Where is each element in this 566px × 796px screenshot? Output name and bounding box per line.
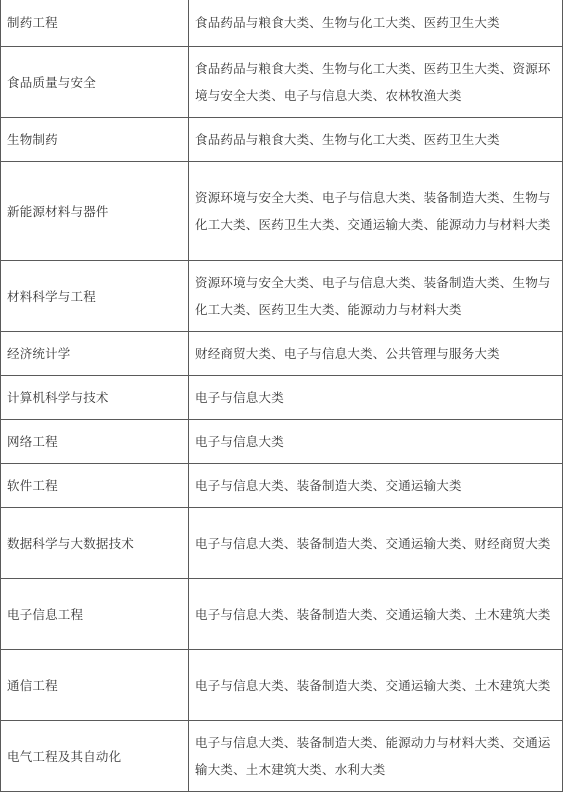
table-row bbox=[1, 650, 563, 721]
category-cell: 食品药品与粮食大类、生物与化工大类、医药卫生大类 bbox=[189, 118, 563, 162]
major-name-cell: 生物制药 bbox=[1, 118, 189, 162]
major-name-cell: 电子信息工程 bbox=[1, 579, 189, 650]
category-cell: 电子与信息大类、装备制造大类、交通运输大类、财经商贸大类 bbox=[189, 508, 563, 579]
table-row bbox=[1, 0, 563, 47]
table-row bbox=[1, 420, 563, 464]
category-cell: 食品药品与粮食大类、生物与化工大类、医药卫生大类 bbox=[189, 0, 563, 47]
category-cell: 食品药品与粮食大类、生物与化工大类、医药卫生大类、资源环境与安全大类、电子与信息大类、农林牧渔大类 bbox=[189, 47, 563, 118]
major-name-cell: 材料科学与工程 bbox=[1, 261, 189, 332]
major-name-cell: 计算机科学与技术 bbox=[1, 376, 189, 420]
table-row bbox=[1, 464, 563, 508]
table-row bbox=[1, 118, 563, 162]
category-cell: 电子与信息大类、装备制造大类、交通运输大类、土木建筑大类 bbox=[189, 650, 563, 721]
table-row bbox=[1, 332, 563, 376]
table-row bbox=[1, 261, 563, 332]
table-row bbox=[1, 376, 563, 420]
category-cell: 电子与信息大类、装备制造大类、交通运输大类、土木建筑大类 bbox=[189, 579, 563, 650]
category-cell: 资源环境与安全大类、电子与信息大类、装备制造大类、生物与化工大类、医药卫生大类、交通运输大类、能源动力与材料大类 bbox=[189, 162, 563, 261]
category-cell: 财经商贸大类、电子与信息大类、公共管理与服务大类 bbox=[189, 332, 563, 376]
major-name-cell: 数据科学与大数据技术 bbox=[1, 508, 189, 579]
major-name-cell: 电气工程及其自动化 bbox=[1, 721, 189, 792]
table-row bbox=[1, 508, 563, 579]
category-cell: 电子与信息大类、装备制造大类、交通运输大类 bbox=[189, 464, 563, 508]
major-name-cell: 经济统计学 bbox=[1, 332, 189, 376]
category-cell: 电子与信息大类 bbox=[189, 376, 563, 420]
table-row bbox=[1, 579, 563, 650]
major-name-cell: 通信工程 bbox=[1, 650, 189, 721]
table-row bbox=[1, 47, 563, 118]
category-cell: 电子与信息大类 bbox=[189, 420, 563, 464]
major-name-cell: 网络工程 bbox=[1, 420, 189, 464]
major-name-cell: 制药工程 bbox=[1, 0, 189, 47]
table-row bbox=[1, 162, 563, 261]
major-name-cell: 食品质量与安全 bbox=[1, 47, 189, 118]
major-name-cell: 软件工程 bbox=[1, 464, 189, 508]
table-row bbox=[1, 721, 563, 792]
category-cell: 电子与信息大类、装备制造大类、能源动力与材料大类、交通运输大类、土木建筑大类、水利大类 bbox=[189, 721, 563, 792]
major-name-cell: 新能源材料与器件 bbox=[1, 162, 189, 261]
category-cell: 资源环境与安全大类、电子与信息大类、装备制造大类、生物与化工大类、医药卫生大类、能源动力与材料大类 bbox=[189, 261, 563, 332]
